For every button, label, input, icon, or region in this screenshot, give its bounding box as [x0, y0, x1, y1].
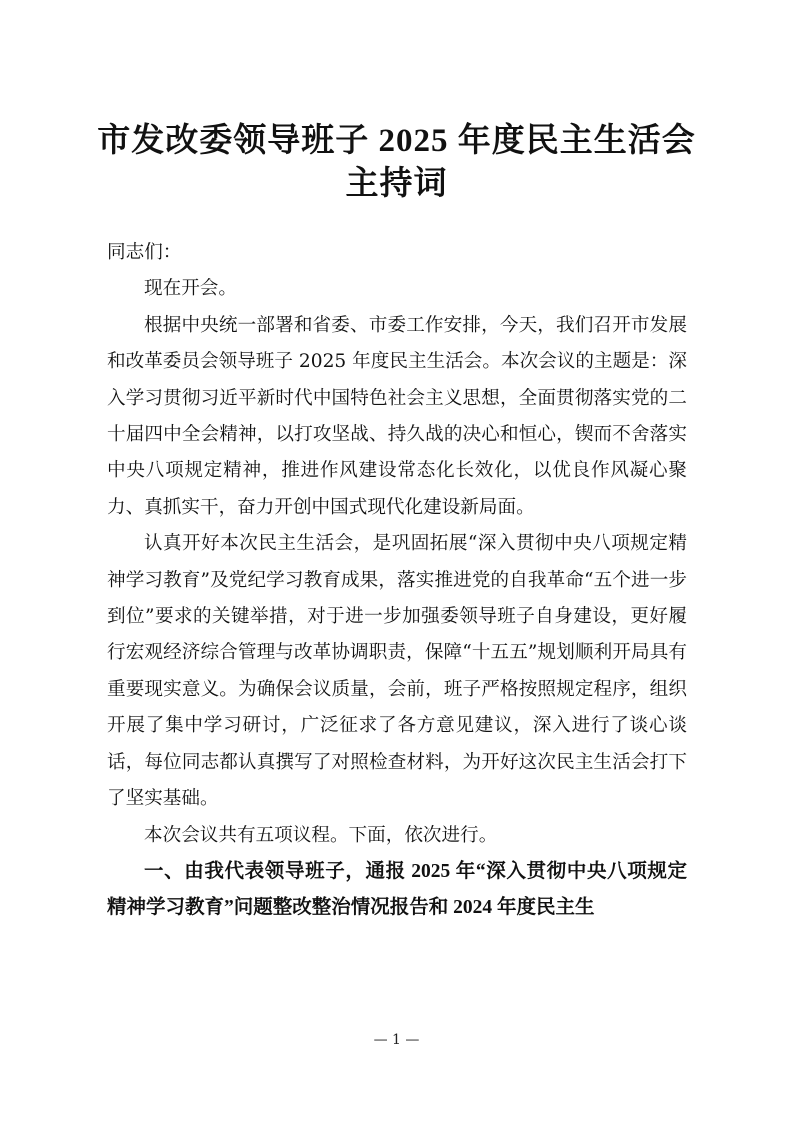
document-body — [107, 235, 687, 927]
document-title-line-1: 市发改委领导班子 2025 年度民主生活会 — [97, 123, 696, 159]
document-title-line-2: 主持词 — [345, 166, 448, 202]
paragraph-agenda-intro: 本次会议共有五项议程。下面，依次进行。 — [144, 824, 498, 846]
paragraph-significance: 认真开好本次民主生活会，是巩固拓展“深入贯彻中央八项规定精神学习教育”及党纪学习教育成果，落实推进党的自我革命“五个进一步到位”要求的关键举措，对于进一步加强委领导班子自身建设，更好履行宏观经济综合管理与改革协调职责，保障“十五五”规划顺利开局具有重要现实意义。为确保会议质量，会前，班子严格按照规定程序，组织开展了集中学习研讨，广泛征求了各方意见建议，深入进行了谈心谈话，每位同志都认真撰写了对照检查材料，为开好这次民主生活会打下了坚实基础。 — [107, 533, 687, 810]
paragraph-theme: 根据中央统一部署和省委、市委工作安排，今天，我们召开市发展和改革委员会领导班子 2025 年度民主生活会。本次会议的主题是：深入学习贯彻习近平新时代中国特色社会主义思想，全面贯彻落实党的二十届四中全会精神，以打攻坚战、持久战的决心和恒心，锲而不舍落实中央八项规定精神，推进作风建设常态化长效化，以优良作风凝心聚力、真抓实干，奋力开创中国式现代化建设新局面。 — [107, 314, 687, 518]
paragraph-opening: 现在开会。 — [144, 278, 237, 300]
salutation: 同志们： — [107, 242, 182, 263]
page-number: — 1 — — [373, 1032, 420, 1048]
agenda-item-1: 一、由我代表领导班子，通报 2025 年“深入贯彻中央八项规定精神学习教育”问题整改整治情况报告和 2024 年度民主生 — [107, 860, 687, 919]
